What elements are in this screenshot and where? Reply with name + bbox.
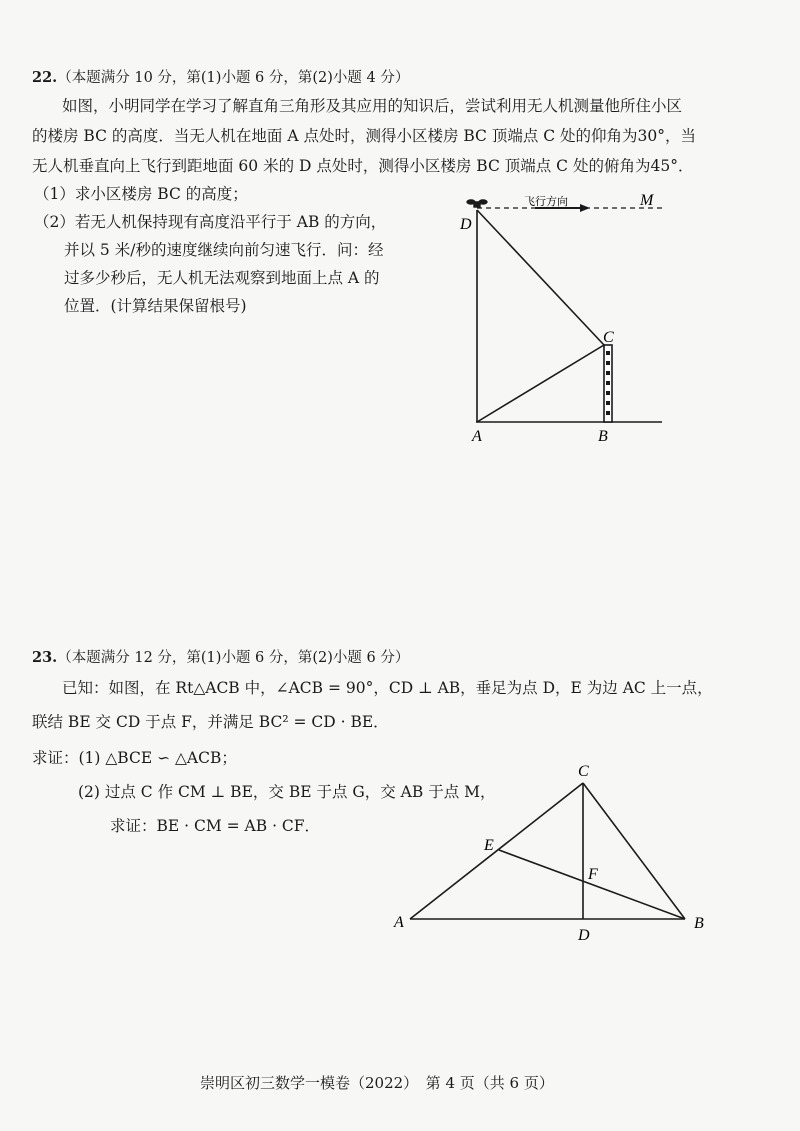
q23-score-note: （本题满分 12 分，第(1)小题 6 分，第(2)小题 6 分） xyxy=(57,650,410,666)
building-bc xyxy=(604,345,612,422)
q23-number: 23. xyxy=(32,649,58,666)
segment-cb xyxy=(583,783,685,919)
q23-proof-2: (2) 过点 C 作 CM ⊥ BE，交 BE 于点 G，交 AB 于点 M， xyxy=(78,783,496,801)
q23-header-row xyxy=(32,646,409,667)
point-c-label: C xyxy=(578,763,589,780)
q22-subquestion-2-line-4: 位置．(计算结果保留根号) xyxy=(64,297,247,315)
point-b-label: B xyxy=(598,428,608,445)
point-c-label: C xyxy=(603,329,614,346)
q22-number: 22. xyxy=(32,69,58,86)
segment-ac xyxy=(410,783,583,919)
point-d-label: D xyxy=(460,216,472,233)
point-e-label: E xyxy=(484,837,494,854)
q23-proof-1: 求证：(1) △BCE ∽ △ACB； xyxy=(32,749,237,767)
q22-subquestion-2-line-3: 过多少秒后，无人机无法观察到地面上点 A 的 xyxy=(64,269,380,287)
q22-line-2: 的楼房 BC 的高度．当无人机在地面 A 点处时，测得小区楼房 BC 顶端点 C 处的仰角为30°，当 xyxy=(32,127,697,145)
segment-ac xyxy=(477,345,604,422)
segment-be xyxy=(499,850,685,919)
q23-proof-3: 求证：BE · CM = AB · CF． xyxy=(110,817,321,835)
q22-figure xyxy=(440,185,680,450)
q22-subquestion-1: （1）求小区楼房 BC 的高度； xyxy=(34,185,248,203)
point-f-label: F xyxy=(588,866,598,883)
point-a-label: A xyxy=(472,428,482,445)
q23-line-2: 联结 BE 交 CD 于点 F，并满足 BC² = CD · BE． xyxy=(32,713,389,731)
q22-line-3: 无人机垂直向上飞行到距地面 60 米的 D 点处时，测得小区楼房 BC 顶端点 C 处的俯角为45°． xyxy=(32,157,694,175)
q22-header-row xyxy=(32,66,409,87)
flight-arrow-head xyxy=(580,204,590,212)
flight-direction-label: 飞行方向 xyxy=(524,196,568,208)
point-b-label: B xyxy=(694,915,704,932)
q22-subquestion-2-line-2: 并以 5 米/秒的速度继续向前匀速飞行．问：经 xyxy=(64,241,384,259)
q23-line-1: 已知：如图，在 Rt△ACB 中，∠ACB = 90°，CD ⊥ AB，垂足为点 D，E 为边 AC 上一点， xyxy=(62,679,713,697)
q23-figure xyxy=(388,758,718,958)
q22-subquestion-2-line-1: （2）若无人机保持现有高度沿平行于 AB 的方向， xyxy=(34,213,387,231)
point-m-label: M xyxy=(640,192,654,209)
point-a-label: A xyxy=(394,914,404,931)
segment-dc xyxy=(477,210,604,345)
q22-score-note: （本题满分 10 分，第(1)小题 6 分，第(2)小题 4 分） xyxy=(57,70,410,86)
page-footer: 崇明区初三数学一模卷（2022） 第 4 页（共 6 页） xyxy=(200,1074,554,1092)
point-d-label: D xyxy=(578,927,590,944)
drone-icon xyxy=(467,200,487,207)
q22-line-1: 如图，小明同学在学习了解直角三角形及其应用的知识后，尝试利用无人机测量他所住小区 xyxy=(62,97,683,115)
